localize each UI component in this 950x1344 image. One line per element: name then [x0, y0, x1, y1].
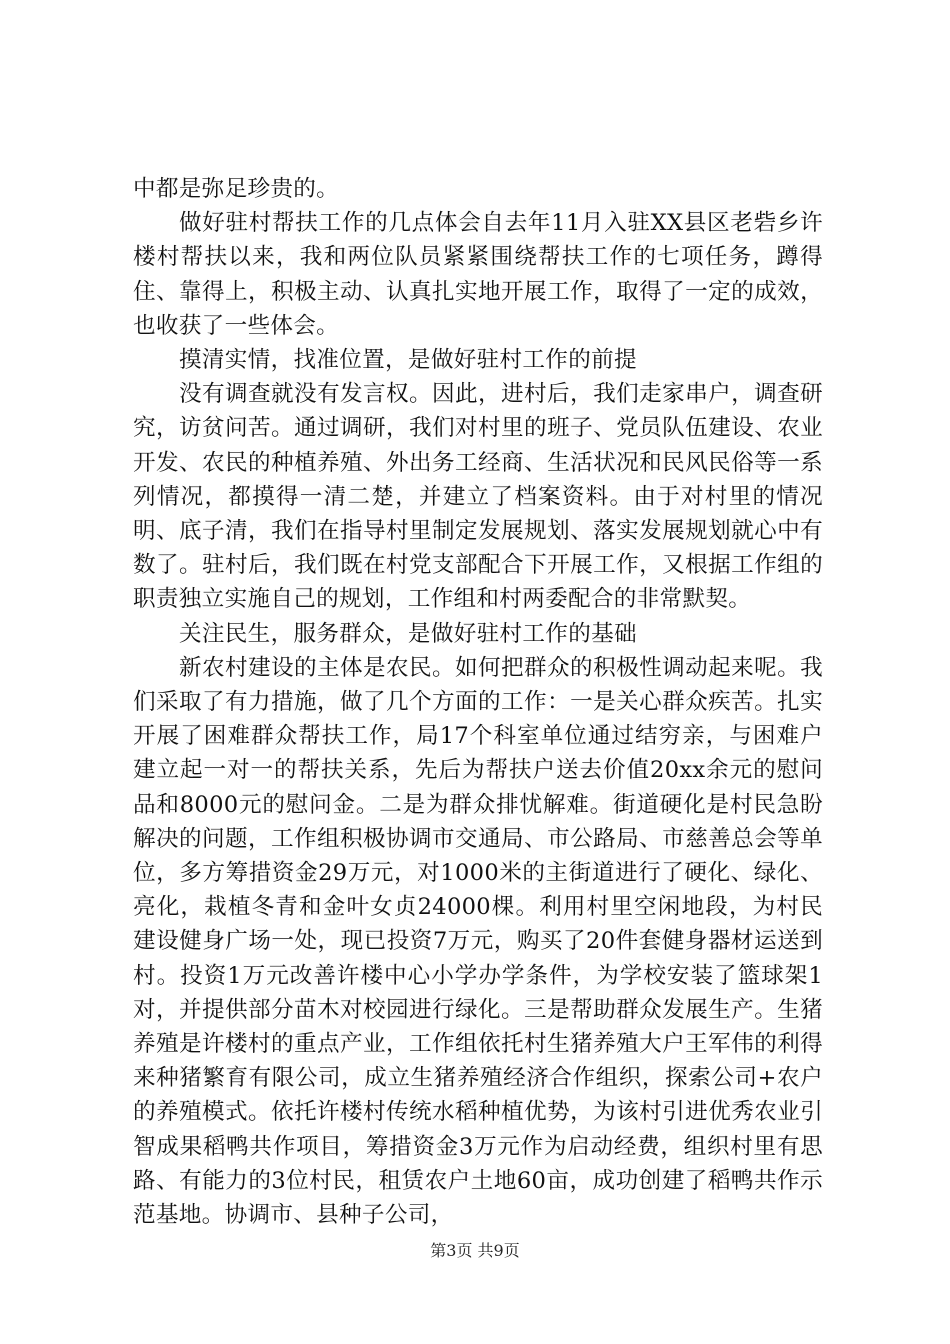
- paragraph-intro: 做好驻村帮扶工作的几点体会自去年11月入驻XX县区老砦乡许楼村帮扶以来，我和两位队员紧紧围绕帮扶工作的七项任务，蹲得住、靠得上，积极主动、认真扎实地开展工作，取得了一定的成效，也收获了一些体会。: [133, 210, 823, 339]
- page-footer: [0, 1240, 950, 1262]
- section-heading-1: 摸清实情，找准位置，是做好驻村工作的前提: [179, 347, 637, 374]
- paragraph-section-1: 没有调查就没有发言权。因此，进村后，我们走家串户，调查研究，访贫问苦。通过调研，我们对村里的班子、党员队伍建设、农业开发、农民的种植养殖、外出务工经商、生活状况和民风民俗等一系列情况，都摸得一清二楚，并建立了档案资料。由于对村里的情况明、底子清，我们在指导村里制定发展规划、落实发展规划就心中有数了。驻村后，我们既在村党支部配合下开展工作，又根据工作组的职责独立实施自己的规划，工作组和村两委配合的非常默契。: [133, 381, 823, 613]
- page-number: 第3页 共9页: [430, 1241, 520, 1260]
- document-body: [133, 172, 823, 1232]
- section-heading-2: 关注民生，服务群众，是做好驻村工作的基础: [179, 620, 637, 647]
- paragraph-continuation: 中都是弥足珍贵的。: [133, 176, 340, 202]
- paragraph-section-2: 新农村建设的主体是农民。如何把群众的积极性调动起来呢。我们采取了有力措施，做了几个方面的工作：一是关心群众疾苦。扎实开展了困难群众帮扶工作，局17个科室单位通过结穷亲，与困难户建立起一对一的帮扶关系，先后为帮扶户送去价值20xx余元的慰问品和8000元的慰问金。二是为群众排忧解难。街道硬化是村民急盼解决的问题，工作组积极协调市交通局、市公路局、市慈善总会等单位，多方筹措资金29万元，对1000米的主街道进行了硬化、绿化、亮化，栽植冬青和金叶女贞24000棵。利用村里空闲地段，为村民建设健身广场一处，现已投资7万元，购买了20件套健身器材运送到村。投资1万元改善许楼中心小学办学条件，为学校安装了篮球架1对，并提供部分苗木对校园进行绿化。三是帮助群众发展生产。生猪养殖是许楼村的重点产业，工作组依托村生猪养殖大户王军伟的利得来种猪繁育有限公司，成立生猪养殖经济合作组织，探索公司+农户的养殖模式。依托许楼村传统水稻种植优势，为该村引进优秀农业引智成果稻鸭共作项目，筹措资金3万元作为启动经费，组织村里有思路、有能力的3位村民，租赁农户土地60亩，成功创建了稻鸭共作示范基地。协调市、县种子公司，: [133, 654, 823, 1229]
